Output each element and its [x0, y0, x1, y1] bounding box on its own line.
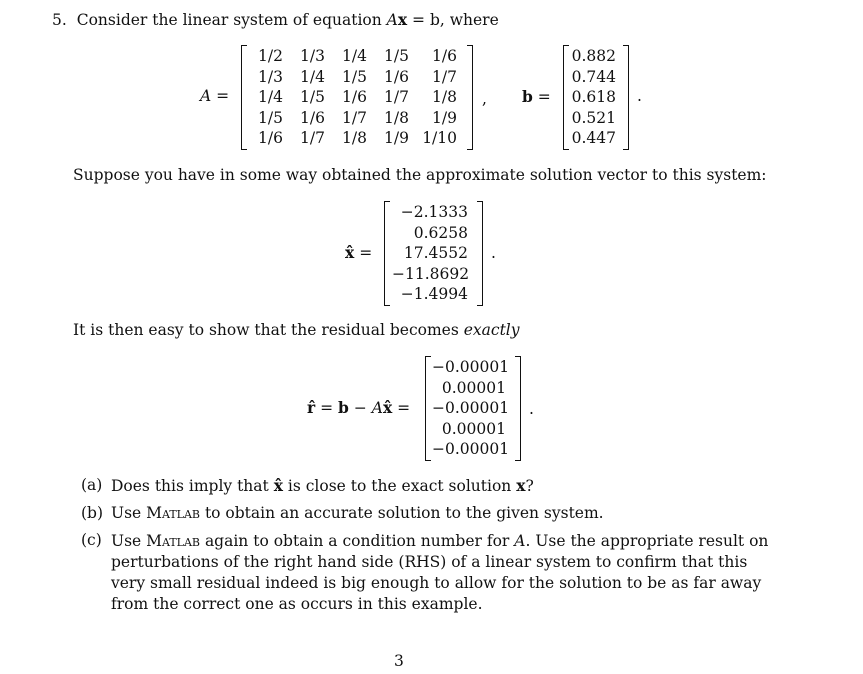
vector-xhat-label: x̂ =: [345, 243, 373, 262]
vector-rhat-entry: 0.00001: [441, 378, 506, 397]
matrix-a-cell: 1/10: [422, 129, 457, 148]
vector-rhat-values: [432, 357, 510, 460]
matrix-a-cell: 1/2: [258, 47, 283, 65]
vector-b-entry: 0.882: [571, 47, 616, 65]
vector-rhat-entry: 0.00001: [441, 419, 506, 438]
matrix-a-grid: [247, 46, 457, 149]
matrix-a-separator: ,: [482, 90, 487, 108]
matrix-a-cell: 1/6: [300, 108, 325, 127]
vector-b-entry: 0.447: [571, 129, 616, 148]
matrix-a-label: A =: [200, 87, 230, 105]
residual-text: It is then easy to show that the residual becomes exactly: [73, 321, 520, 339]
vector-xhat-entry: 0.6258: [413, 223, 468, 242]
vector-rhat-label: r̂ = b − Ax̂ =: [307, 398, 411, 417]
vector-xhat-entry: −11.8692: [392, 264, 470, 283]
matrix-a-right-bracket: [467, 45, 473, 150]
question-c-marker: (c): [81, 531, 102, 549]
vector-b-label: b =: [522, 87, 551, 106]
matrix-a-cell: 1/9: [384, 129, 409, 148]
vector-xhat-values: [392, 202, 468, 305]
matrix-a-cell: 1/6: [342, 88, 367, 107]
vector-xhat-entry: −1.4994: [400, 285, 468, 304]
matrix-a-cell: 1/5: [342, 67, 367, 86]
vector-b-entry: 0.618: [571, 88, 616, 107]
matrix-a-cell: 1/4: [258, 88, 283, 107]
matrix-a-cell: 1/7: [432, 67, 457, 86]
matrix-a-cell: 1/5: [384, 47, 409, 65]
matrix-a-cell: 1/5: [300, 88, 325, 107]
matrix-a-cell: 1/6: [384, 67, 409, 86]
matrix-a-cell: 1/3: [300, 47, 325, 65]
vector-rhat-terminator: .: [529, 400, 534, 418]
matrix-a-cell: 1/9: [432, 108, 457, 127]
question-c-text: Use Matlab again to obtain a condition number for A. Use the appropriate result on perturbations of the right hand side (RHS) of a linear system to confirm that this very small residual indeed is big enough to allow for the solution to be as far away from the correct one as occurs in this example.: [111, 532, 769, 613]
matrix-a-cell: 1/7: [342, 108, 367, 127]
vector-rhat-entry: −0.00001: [432, 399, 510, 418]
vector-rhat-left-bracket: [425, 356, 431, 461]
question-b-text: Use Matlab to obtain an accurate solution to the given system.: [111, 504, 604, 522]
matrix-a-cell: 1/4: [342, 47, 367, 65]
matrix-a-cell: 1/5: [258, 108, 283, 127]
vector-xhat-entry: 17.4552: [403, 244, 468, 263]
vector-rhat-right-bracket: [515, 356, 521, 461]
vector-rhat-entry: −0.00001: [432, 440, 510, 459]
vector-xhat-right-bracket: [477, 201, 483, 306]
matrix-a-cell: 1/6: [432, 47, 457, 65]
vector-xhat-left-bracket: [384, 201, 390, 306]
vector-b-entry: 0.744: [571, 67, 616, 86]
page-number: 3: [394, 652, 404, 670]
suppose-text: Suppose you have in some way obtained the approximate solution vector to this system:: [73, 166, 767, 184]
eq-A: A: [386, 11, 398, 29]
problem-number: 5.: [52, 11, 67, 29]
matrix-a-cell: 1/7: [384, 88, 409, 107]
matrix-a-cell: 1/8: [432, 88, 457, 107]
question-b-marker: (b): [81, 504, 104, 522]
matrix-a-cell: 1/8: [384, 108, 409, 127]
eq-rest: = b, where: [412, 11, 499, 29]
matrix-a-cell: 1/3: [258, 67, 283, 86]
vector-rhat-entry: −0.00001: [432, 358, 510, 376]
matrix-a-cell: 1/8: [342, 129, 367, 148]
matrix-a-cell: 1/4: [300, 67, 325, 86]
question-a-marker: (a): [81, 476, 103, 494]
problem-header: [52, 10, 499, 29]
vector-xhat-entry: −2.1333: [400, 203, 468, 221]
vector-b-entry: 0.521: [571, 108, 616, 127]
vector-b-terminator: .: [637, 87, 642, 105]
vector-xhat-terminator: .: [491, 244, 496, 262]
eq-x: x: [397, 10, 408, 29]
matrix-a-cell: 1/6: [258, 129, 283, 148]
problem-intro: Consider the linear system of equation: [76, 11, 382, 29]
vector-b-values: [570, 46, 616, 149]
question-a-text: Does this imply that x̂ is close to the exact solution x?: [111, 476, 534, 495]
vector-b-left-bracket: [563, 45, 569, 150]
vector-b-right-bracket: [623, 45, 629, 150]
matrix-a-cell: 1/7: [300, 129, 325, 148]
